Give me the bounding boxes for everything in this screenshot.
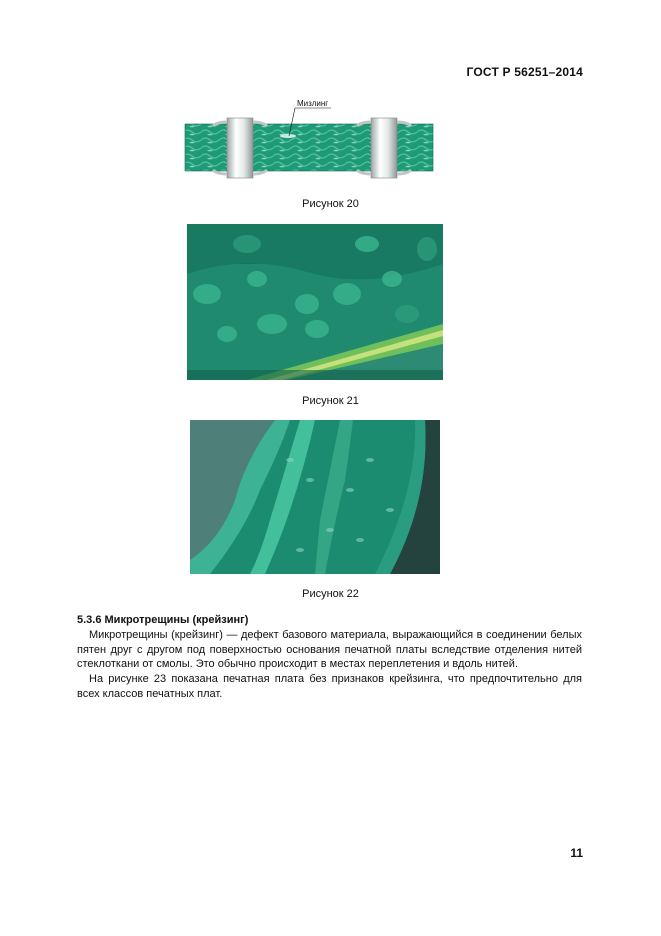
section-title: 5.3.6 Микротрещины (крейзинг) (77, 614, 249, 626)
page-number: 11 (570, 846, 583, 860)
figure-20-label: Мизлинг (297, 99, 329, 108)
figure-20-image (183, 96, 435, 180)
document-header: ГОСТ Р 56251–2014 (466, 65, 583, 79)
paragraph-1: Микротрещины (крейзинг) — дефект базового материала, выражающийся в соединении белых пятен друг с другом под поверхностью основания печатной платы вследствие отделения нитей стеклоткани от смолы. Это обычно происходит в местах переплетения и вдоль нитей. (77, 629, 582, 670)
paragraph-2: На рисунке 23 показана печатная плата без признаков крейзинга, что предпочтительно для всех классов печатных плат. (77, 673, 582, 700)
figure-22-caption: Рисунок 22 (302, 588, 359, 600)
figure-21-caption: Рисунок 21 (302, 395, 359, 407)
figure-20-caption: Рисунок 20 (302, 198, 359, 210)
figure-21-image (187, 224, 443, 380)
figure-22-image (190, 420, 440, 574)
